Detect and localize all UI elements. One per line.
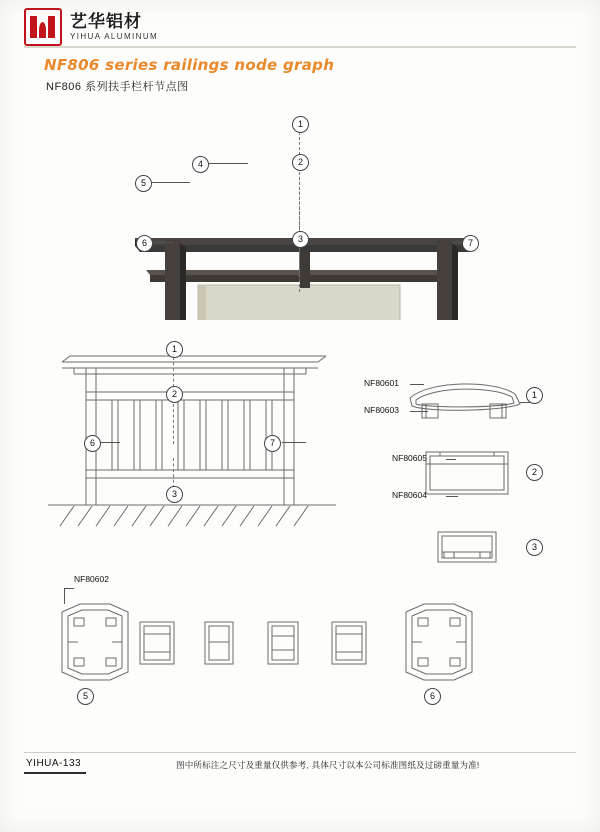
- callout-5: 5: [135, 175, 152, 192]
- part-label-nf80605: NF80605: [392, 453, 427, 463]
- figure-perspective-railing: [0, 100, 600, 320]
- yihua-logo-icon: [24, 8, 62, 46]
- brand-name-en: YIHUA ALUMINUM: [70, 31, 159, 41]
- callout-e7: 7: [264, 435, 281, 452]
- callout-e2: 2: [166, 386, 183, 403]
- leader-p3: [410, 411, 428, 412]
- page-title-cn: NF806 系列扶手栏杆节点图: [46, 81, 189, 93]
- leader-p1: [410, 384, 424, 385]
- callout-4: 4: [192, 156, 209, 173]
- part-label-nf80602: NF80602: [74, 574, 109, 584]
- callout-d1: 1: [526, 387, 543, 404]
- footer-divider: [24, 752, 576, 753]
- leader-3: [299, 250, 300, 292]
- leader-e6: [100, 442, 120, 443]
- callout-d2: 2: [526, 464, 543, 481]
- callout-6: 6: [136, 235, 153, 252]
- leader-6: [152, 242, 174, 243]
- callout-profile-5: 5: [77, 688, 94, 705]
- part-label-nf80603: NF80603: [364, 405, 399, 415]
- leader-p4: [446, 496, 458, 497]
- leader-5: [150, 182, 190, 183]
- footer-code-underline: [24, 772, 86, 774]
- leader-e3: [173, 458, 174, 488]
- figure-profile-sections: [0, 560, 600, 720]
- leader-p2: [64, 588, 74, 589]
- leader-e1: [173, 357, 174, 387]
- footer-code: YIHUA-133: [26, 758, 82, 769]
- brand-name-cn: 艺华铝材: [70, 11, 142, 31]
- section-details-drawing: [360, 360, 600, 590]
- leader-e2: [173, 404, 174, 444]
- callout-1: 1: [292, 116, 309, 133]
- callout-3: 3: [292, 231, 309, 248]
- callout-profile-6: 6: [424, 688, 441, 705]
- leader-p5: [446, 459, 456, 460]
- brand-logo: [24, 8, 158, 46]
- footer-note: 图中所标注之尺寸及重量仅供参考, 具体尺寸以本公司标准图纸及过磅重量为准!: [176, 760, 480, 770]
- callout-e3: 3: [166, 486, 183, 503]
- callout-d3: 3: [526, 539, 543, 556]
- leader-e7: [282, 442, 306, 443]
- leader-p2b: [64, 588, 65, 604]
- figure-section-details: [360, 360, 600, 590]
- header-divider: [24, 46, 576, 48]
- leader-4: [206, 163, 248, 164]
- figure-elevation-railing: [0, 330, 360, 540]
- page-title-en: NF806 series railings node graph: [44, 56, 335, 74]
- page-header: [0, 0, 600, 48]
- part-label-nf80604: NF80604: [392, 490, 427, 500]
- callout-e1: 1: [166, 341, 183, 358]
- elevation-drawing: [0, 330, 360, 540]
- callout-2: 2: [292, 154, 309, 171]
- part-label-nf80601: NF80601: [364, 378, 399, 388]
- perspective-drawing: [0, 100, 600, 320]
- callout-e6: 6: [84, 435, 101, 452]
- callout-7: 7: [462, 235, 479, 252]
